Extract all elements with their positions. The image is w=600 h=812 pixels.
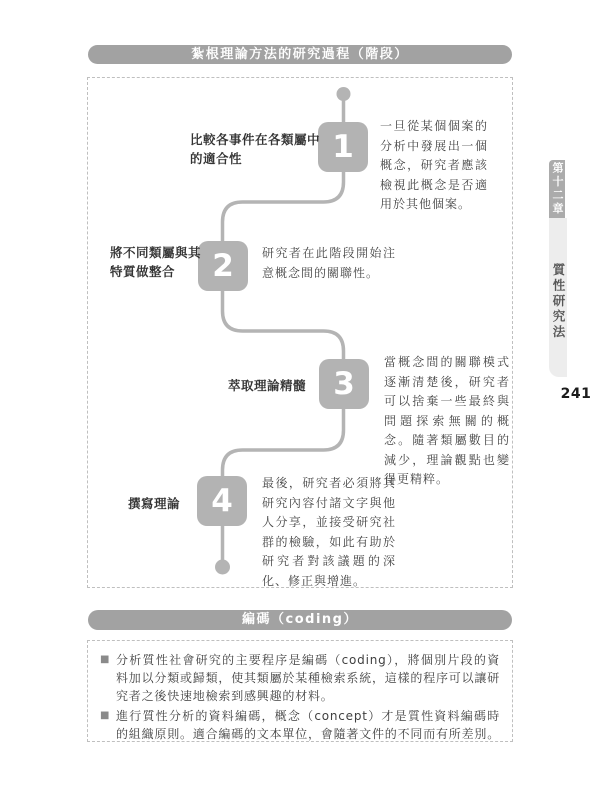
step-2-number-badge: 2: [198, 241, 248, 291]
square-bullet-icon: ■: [100, 654, 110, 665]
coding-bullet-text: 分析質性社會研究的主要程序是編碼（coding），將個別片段的資料加以分類或歸類，使其類屬於某種檢索系統，這樣的程序可以讓研究者之後快速地檢索到感興趣的材料。: [116, 653, 501, 703]
page-number: 241: [560, 386, 592, 402]
step-1-description: 一旦從某個個案的分析中發展出一個概念，研究者應該檢視此概念是否適用於其他個案。: [380, 119, 488, 211]
coding-bullet-item: [100, 651, 500, 705]
coding-bullet-text: 進行質性分析的資料編碼，概念（concept）才是質性資料編碼時的組織原則。適合編碼的文本單位，會隨著文件的不同而有所差別。: [116, 709, 501, 741]
chapter-side-tab: [549, 160, 600, 377]
step-4-number-badge: 4: [197, 476, 247, 526]
step-2-label: 將不同類屬與其特質做整合: [110, 245, 202, 279]
step-2-description: 研究者在此階段開始注意概念間的關聯性。: [262, 246, 396, 280]
coding-bullet-item: [100, 707, 500, 743]
chapter-subject-tab: 質性研究法: [549, 218, 567, 377]
step-4-description: 最後，研究者必須將其研究內容付諸文字與他人分享，並接受研究社群的檢驗，如此有助於研究者對該議題的深化、修正與增進。: [262, 476, 396, 588]
chapter-number-tab: 第十二章: [551, 162, 564, 216]
flow-end-dot: [215, 560, 230, 575]
coding-notes-box: [87, 640, 513, 742]
step-3-description: 當概念間的關聯模式逐漸清楚後，研究者可以捨棄一些最終與問題探索無關的概念。隨著類屬數目的減少，理論觀點也變得更精粹。: [384, 355, 510, 486]
step-1-label: 比較各事件在各類屬中的適合性: [190, 132, 321, 166]
coding-section-title: 編碼（coding）: [88, 610, 512, 630]
step-3-number-badge: 3: [319, 359, 369, 409]
square-bullet-icon: ■: [100, 710, 110, 721]
step-4-label: 撰寫理論: [128, 496, 181, 511]
step-1-number-badge: 1: [318, 122, 368, 172]
process-section-title: 紮根理論方法的研究過程（階段）: [88, 45, 512, 64]
step-3-label: 萃取理論精髓: [228, 378, 307, 393]
